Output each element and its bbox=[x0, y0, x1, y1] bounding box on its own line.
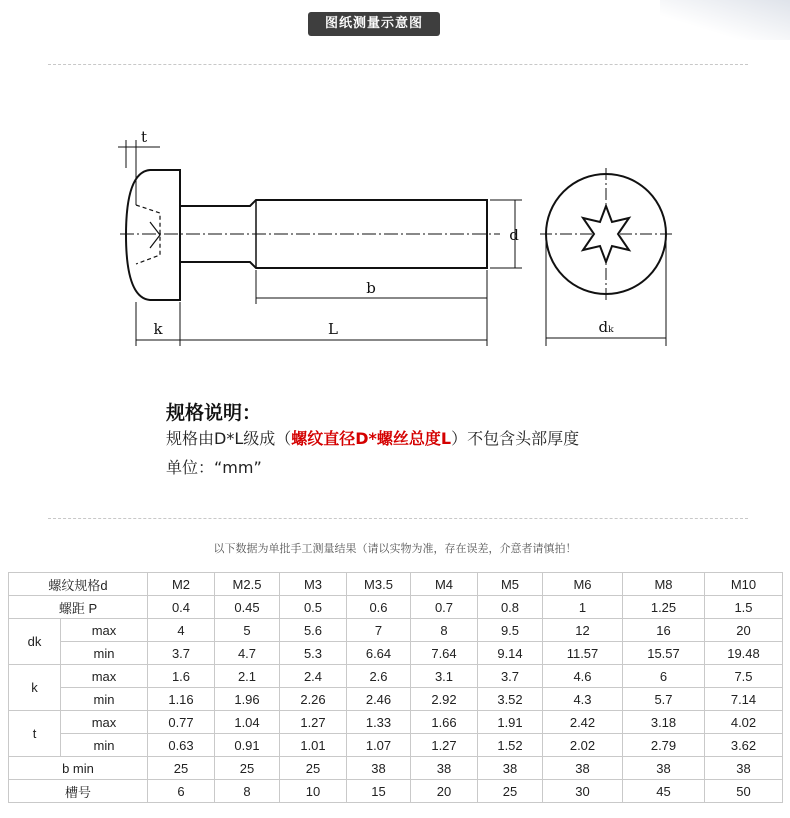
spec-description bbox=[166, 426, 579, 449]
size-cell: M2 bbox=[148, 573, 215, 596]
table-cell: 3.62 bbox=[705, 734, 783, 757]
table-cell: 38 bbox=[347, 757, 411, 780]
label-k: k bbox=[153, 320, 163, 338]
table-cell: 2.26 bbox=[280, 688, 347, 711]
table-cell: 38 bbox=[478, 757, 543, 780]
spec-table bbox=[8, 572, 783, 803]
table-cell: 0.63 bbox=[148, 734, 215, 757]
size-cell: M3 bbox=[280, 573, 347, 596]
k-label: k bbox=[9, 665, 61, 711]
table-cell: 10 bbox=[280, 780, 347, 803]
spec-heading: 规格说明： bbox=[166, 402, 262, 424]
table-cell: 38 bbox=[411, 757, 478, 780]
table-cell: 2.4 bbox=[280, 665, 347, 688]
table-cell: 2.92 bbox=[411, 688, 478, 711]
table-cell: 38 bbox=[543, 757, 623, 780]
table-cell: 0.7 bbox=[411, 596, 478, 619]
table-cell: 1.04 bbox=[215, 711, 280, 734]
table-cell: 15.57 bbox=[623, 642, 705, 665]
size-cell: M5 bbox=[478, 573, 543, 596]
table-cell: 1.52 bbox=[478, 734, 543, 757]
table-cell: 30 bbox=[543, 780, 623, 803]
table-cell: 9.5 bbox=[478, 619, 543, 642]
label-dk: dₖ bbox=[598, 318, 614, 336]
table-cell: 1.33 bbox=[347, 711, 411, 734]
slot-label: 槽号 bbox=[9, 780, 148, 803]
table-row bbox=[9, 711, 783, 734]
table-cell: 12 bbox=[543, 619, 623, 642]
size-cell: M4 bbox=[411, 573, 478, 596]
size-cell: M3.5 bbox=[347, 573, 411, 596]
t-label: t bbox=[9, 711, 61, 757]
row-sublabel: max bbox=[61, 619, 148, 642]
table-cell: 25 bbox=[148, 757, 215, 780]
table-cell: 1.6 bbox=[148, 665, 215, 688]
size-cell: M10 bbox=[705, 573, 783, 596]
table-cell: 3.7 bbox=[478, 665, 543, 688]
size-header: 螺纹规格d bbox=[9, 573, 148, 596]
measurement-note: 以下数据为单批手工测量结果（请以实物为准，存在误差，介意者请慎拍！ bbox=[213, 542, 577, 555]
table-cell: 0.77 bbox=[148, 711, 215, 734]
table-cell: 3.7 bbox=[148, 642, 215, 665]
table-cell: 1.5 bbox=[705, 596, 783, 619]
table-cell: 38 bbox=[705, 757, 783, 780]
table-cell: 25 bbox=[280, 757, 347, 780]
table-cell: 5.6 bbox=[280, 619, 347, 642]
row-sublabel: max bbox=[61, 711, 148, 734]
table-cell: 20 bbox=[705, 619, 783, 642]
label-d: d bbox=[509, 226, 519, 244]
label-b: b bbox=[366, 279, 376, 297]
table-row bbox=[9, 596, 783, 619]
spec-prefix: 规格由D*L级成（ bbox=[166, 429, 292, 448]
table-cell: 0.4 bbox=[148, 596, 215, 619]
table-cell: 1.66 bbox=[411, 711, 478, 734]
table-row bbox=[9, 688, 783, 711]
table-cell: 1.25 bbox=[623, 596, 705, 619]
table-cell: 4.7 bbox=[215, 642, 280, 665]
table-cell: 1.01 bbox=[280, 734, 347, 757]
table-cell: 7.5 bbox=[705, 665, 783, 688]
screw-drawing bbox=[0, 120, 790, 360]
table-cell: 4.3 bbox=[543, 688, 623, 711]
table-cell: 9.14 bbox=[478, 642, 543, 665]
table-cell: 0.5 bbox=[280, 596, 347, 619]
table-cell: 20 bbox=[411, 780, 478, 803]
table-cell: 2.46 bbox=[347, 688, 411, 711]
size-cell: M2.5 bbox=[215, 573, 280, 596]
table-cell: 1.27 bbox=[411, 734, 478, 757]
table-row bbox=[9, 573, 783, 596]
table-cell: 7 bbox=[347, 619, 411, 642]
dk-label: dk bbox=[9, 619, 61, 665]
table-cell: 5.7 bbox=[623, 688, 705, 711]
table-cell: 0.91 bbox=[215, 734, 280, 757]
table-row bbox=[9, 665, 783, 688]
table-cell: 45 bbox=[623, 780, 705, 803]
row-sublabel: min bbox=[61, 688, 148, 711]
table-cell: 6.64 bbox=[347, 642, 411, 665]
size-cell: M8 bbox=[623, 573, 705, 596]
spec-highlight: 螺纹直径D*螺丝总度L bbox=[291, 429, 452, 448]
corner-decoration bbox=[660, 0, 790, 40]
table-cell: 3.18 bbox=[623, 711, 705, 734]
table-cell: 3.1 bbox=[411, 665, 478, 688]
table-cell: 0.45 bbox=[215, 596, 280, 619]
table-cell: 7.64 bbox=[411, 642, 478, 665]
row-sublabel: min bbox=[61, 642, 148, 665]
table-cell: 5 bbox=[215, 619, 280, 642]
table-cell: 0.8 bbox=[478, 596, 543, 619]
table-cell: 15 bbox=[347, 780, 411, 803]
table-cell: 7.14 bbox=[705, 688, 783, 711]
table-row bbox=[9, 642, 783, 665]
bmin-label: b min bbox=[9, 757, 148, 780]
label-L: L bbox=[328, 320, 338, 338]
table-cell: 1.27 bbox=[280, 711, 347, 734]
table-cell: 4.02 bbox=[705, 711, 783, 734]
pitch-label: 螺距 P bbox=[9, 596, 148, 619]
table-cell: 11.57 bbox=[543, 642, 623, 665]
table-row bbox=[9, 619, 783, 642]
row-sublabel: min bbox=[61, 734, 148, 757]
unit-text: 单位：“mm” bbox=[166, 458, 262, 477]
table-cell: 2.02 bbox=[543, 734, 623, 757]
table-row bbox=[9, 734, 783, 757]
table-cell: 38 bbox=[623, 757, 705, 780]
table-cell: 19.48 bbox=[705, 642, 783, 665]
table-cell: 3.52 bbox=[478, 688, 543, 711]
label-t: t bbox=[140, 128, 148, 146]
table-cell: 2.6 bbox=[347, 665, 411, 688]
table-cell: 25 bbox=[215, 757, 280, 780]
table-cell: 2.79 bbox=[623, 734, 705, 757]
table-cell: 50 bbox=[705, 780, 783, 803]
divider bbox=[48, 64, 748, 65]
table-cell: 1.16 bbox=[148, 688, 215, 711]
table-cell: 6 bbox=[148, 780, 215, 803]
table-cell: 2.42 bbox=[543, 711, 623, 734]
table-cell: 4.6 bbox=[543, 665, 623, 688]
table-cell: 8 bbox=[215, 780, 280, 803]
size-cell: M6 bbox=[543, 573, 623, 596]
table-cell: 2.1 bbox=[215, 665, 280, 688]
table-row bbox=[9, 757, 783, 780]
table-cell: 16 bbox=[623, 619, 705, 642]
table-cell: 1.96 bbox=[215, 688, 280, 711]
table-cell: 1.07 bbox=[347, 734, 411, 757]
table-cell: 8 bbox=[411, 619, 478, 642]
table-cell: 1 bbox=[543, 596, 623, 619]
table-cell: 4 bbox=[148, 619, 215, 642]
spec-suffix: ）不包含头部厚度 bbox=[451, 429, 580, 448]
table-row bbox=[9, 780, 783, 803]
table-cell: 0.6 bbox=[347, 596, 411, 619]
table-cell: 1.91 bbox=[478, 711, 543, 734]
page-title: 图纸测量示意图 bbox=[308, 12, 440, 36]
table-cell: 6 bbox=[623, 665, 705, 688]
divider bbox=[48, 518, 748, 519]
table-cell: 5.3 bbox=[280, 642, 347, 665]
table-cell: 25 bbox=[478, 780, 543, 803]
row-sublabel: max bbox=[61, 665, 148, 688]
